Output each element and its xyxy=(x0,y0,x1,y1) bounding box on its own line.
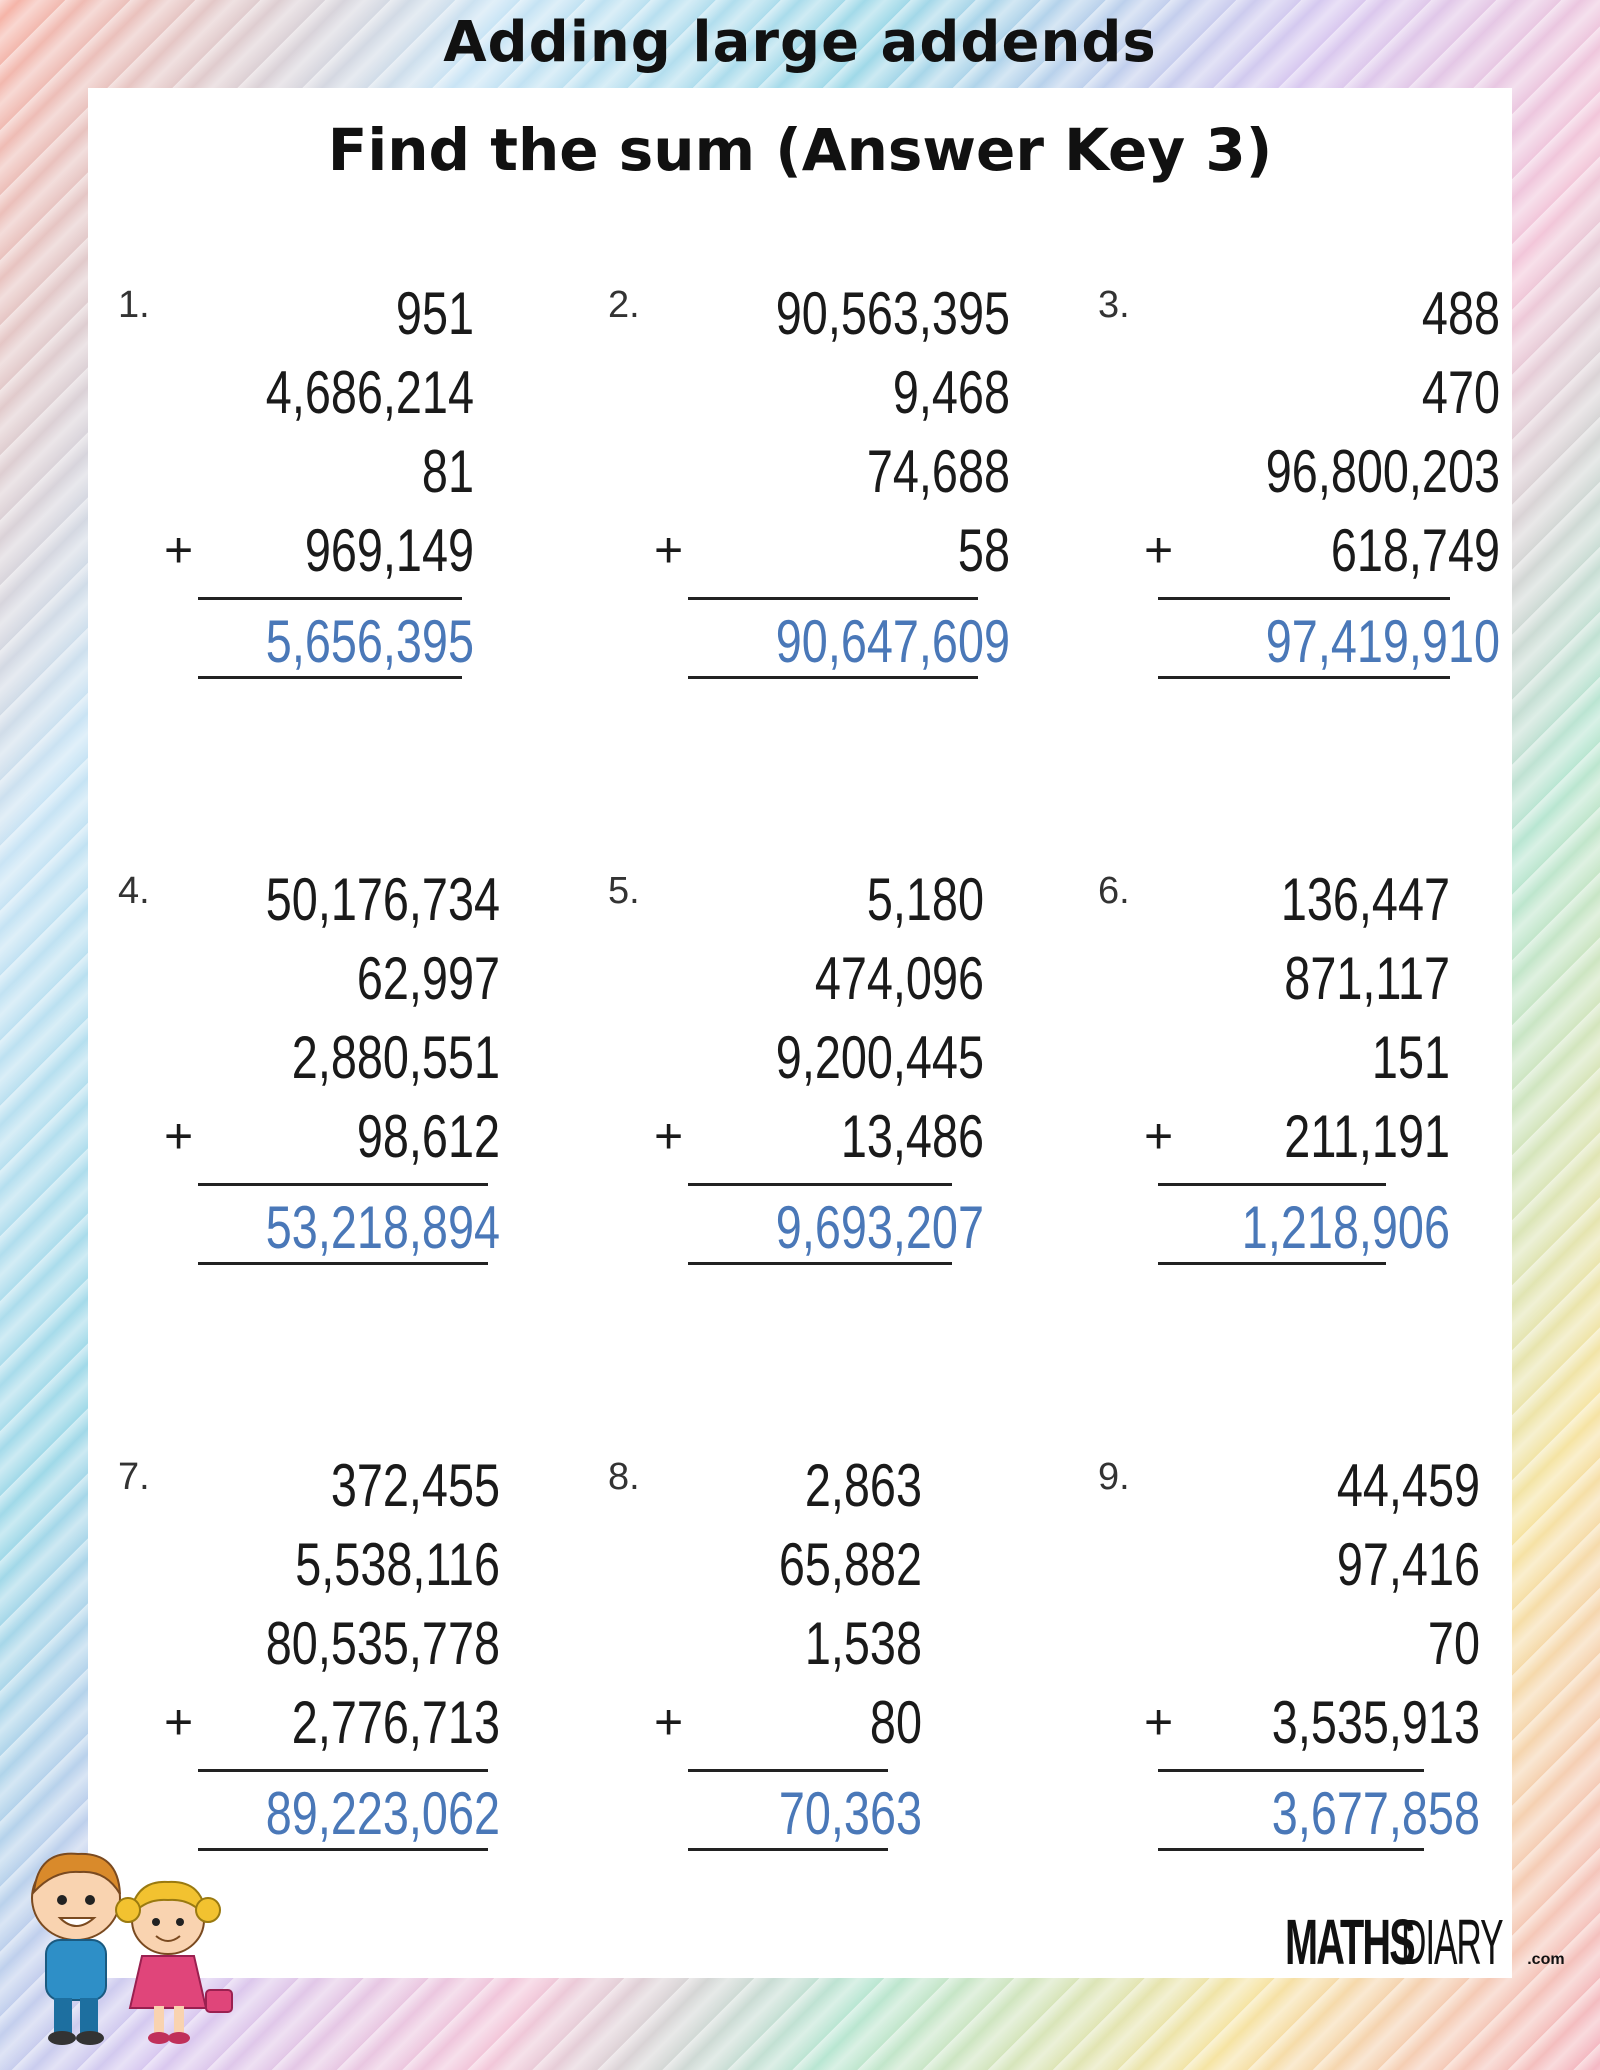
plus-sign: + xyxy=(654,1108,684,1164)
addend: 9,468 xyxy=(892,359,1010,426)
addend-column xyxy=(1158,860,1450,1176)
sum-line xyxy=(198,1769,488,1772)
addend: 1,538 xyxy=(804,1610,922,1677)
logo-suffix: .com xyxy=(1527,1951,1565,1968)
problem-2 xyxy=(608,256,1048,676)
problem-number: 1. xyxy=(118,284,150,326)
problem-number: 9. xyxy=(1098,1456,1130,1498)
addend: 871,117 xyxy=(1284,945,1450,1012)
answer-underline xyxy=(198,1848,488,1851)
addend-column xyxy=(178,274,474,590)
problem-number: 4. xyxy=(118,870,150,912)
answer: 90,647,609 xyxy=(775,608,1010,675)
addend: 474,096 xyxy=(814,945,984,1012)
addend: 58 xyxy=(957,517,1010,584)
addend-column xyxy=(668,860,984,1176)
answer: 89,223,062 xyxy=(265,1780,500,1847)
addend-column xyxy=(1158,1446,1480,1762)
addend: 151 xyxy=(1371,1024,1450,1091)
addend: 62,997 xyxy=(356,945,500,1012)
addend: 969,149 xyxy=(304,517,474,584)
problem-5 xyxy=(608,842,1048,1262)
addend: 44,459 xyxy=(1336,1452,1480,1519)
sum-line xyxy=(198,1183,488,1186)
problem-number: 5. xyxy=(608,870,640,912)
problem-3 xyxy=(1098,256,1538,676)
answer-underline xyxy=(198,676,462,679)
plus-sign: + xyxy=(164,1694,194,1750)
plus-sign: + xyxy=(164,1108,194,1164)
sum-line xyxy=(688,597,978,600)
plus-sign: + xyxy=(164,522,194,578)
addend: 211,191 xyxy=(1284,1103,1450,1170)
mathsdiary-logo xyxy=(1285,1905,1565,1979)
answer-underline xyxy=(198,1262,488,1265)
addend: 2,863 xyxy=(804,1452,922,1519)
sum-line xyxy=(688,1769,888,1772)
addend: 5,180 xyxy=(866,866,984,933)
plus-sign: + xyxy=(1144,1694,1174,1750)
addend-column xyxy=(1158,274,1500,590)
plus-sign: + xyxy=(654,1694,684,1750)
answer: 53,218,894 xyxy=(265,1194,500,1261)
addend: 13,486 xyxy=(840,1103,984,1170)
plus-sign: + xyxy=(654,522,684,578)
addend: 9,200,445 xyxy=(775,1024,984,1091)
addend: 50,176,734 xyxy=(265,866,500,933)
addend: 2,776,713 xyxy=(291,1689,500,1756)
answer: 3,677,858 xyxy=(1271,1780,1480,1847)
sum-line xyxy=(688,1183,952,1186)
addend-column xyxy=(178,860,500,1176)
problem-number: 8. xyxy=(608,1456,640,1498)
addend: 65,882 xyxy=(778,1531,922,1598)
sum-line xyxy=(1158,1183,1386,1186)
addend: 951 xyxy=(395,280,474,347)
addend: 97,416 xyxy=(1336,1531,1480,1598)
problem-6 xyxy=(1098,842,1538,1262)
addend: 81 xyxy=(421,438,474,505)
addend: 74,688 xyxy=(866,438,1010,505)
addend: 70 xyxy=(1427,1610,1480,1677)
addend-column xyxy=(668,1446,922,1762)
sum-line xyxy=(1158,597,1450,600)
worksheet-title: Adding large addends xyxy=(443,10,1157,75)
answer-underline xyxy=(688,1262,952,1265)
logo-light-text: DIARY xyxy=(1400,1906,1503,1978)
addend: 90,563,395 xyxy=(775,280,1010,347)
boy-figure xyxy=(32,1854,120,2045)
addend: 80,535,778 xyxy=(265,1610,500,1677)
addend-column xyxy=(668,274,1010,590)
problem-4 xyxy=(118,842,558,1262)
addend: 96,800,203 xyxy=(1265,438,1500,505)
problem-9 xyxy=(1098,1428,1538,1848)
addend: 372,455 xyxy=(330,1452,500,1519)
addend-column xyxy=(178,1446,500,1762)
answer-underline xyxy=(1158,676,1450,679)
plus-sign: + xyxy=(1144,1108,1174,1164)
girl-figure xyxy=(116,1882,232,2044)
sum-line xyxy=(1158,1769,1424,1772)
logo-bold-text: MATHS xyxy=(1285,1906,1414,1978)
worksheet-subtitle: Find the sum (Answer Key 3) xyxy=(327,116,1273,184)
addend: 98,612 xyxy=(356,1103,500,1170)
problem-8 xyxy=(608,1428,1048,1848)
answer: 5,656,395 xyxy=(265,608,474,675)
answer-underline xyxy=(1158,1848,1424,1851)
problem-1 xyxy=(118,256,558,676)
addend: 488 xyxy=(1421,280,1500,347)
addend: 136,447 xyxy=(1280,866,1450,933)
addend: 618,749 xyxy=(1330,517,1500,584)
problem-number: 6. xyxy=(1098,870,1130,912)
answer-underline xyxy=(688,1848,888,1851)
answer: 70,363 xyxy=(778,1780,922,1847)
addend: 2,880,551 xyxy=(291,1024,500,1091)
problem-number: 2. xyxy=(608,284,640,326)
kids-illustration xyxy=(18,1840,238,2050)
worksheet-sheet xyxy=(88,88,1512,1978)
problem-number: 3. xyxy=(1098,284,1130,326)
answer: 97,419,910 xyxy=(1265,608,1500,675)
answer: 9,693,207 xyxy=(775,1194,984,1261)
addend: 470 xyxy=(1421,359,1500,426)
addend: 80 xyxy=(869,1689,922,1756)
answer: 1,218,906 xyxy=(1241,1194,1450,1261)
problem-number: 7. xyxy=(118,1456,150,1498)
addend: 5,538,116 xyxy=(295,1531,500,1598)
plus-sign: + xyxy=(1144,522,1174,578)
sum-line xyxy=(198,597,462,600)
problem-7 xyxy=(118,1428,558,1848)
addend: 3,535,913 xyxy=(1271,1689,1480,1756)
answer-underline xyxy=(1158,1262,1386,1265)
answer-underline xyxy=(688,676,978,679)
addend: 4,686,214 xyxy=(265,359,474,426)
